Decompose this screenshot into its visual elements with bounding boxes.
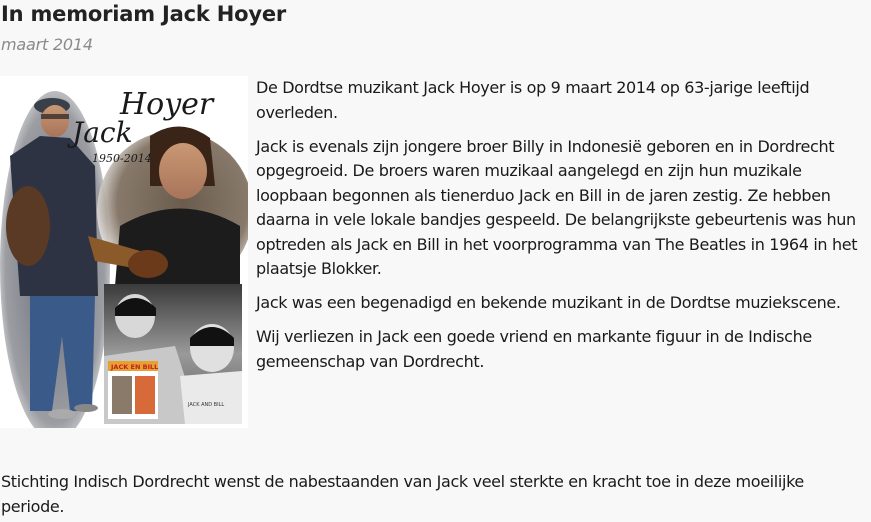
memorial-photo-collage — [0, 76, 248, 428]
paragraph-2: Jack is evenals zijn jongere broer Billy in Indonesië geboren en in Dordrecht opgegroeid. De broers waren muzikaal aangelegd en zijn hun muzikale loopbaan begonnen als tienerduo Jack en Bill in de jaren zestig. Ze hebben daarna in vele lokale bandjes gespeeld. De belangrijkste gebeurtenis was hun optreden als Jack en Bill in het voorprogramma van The Beatles in 1964 in het plaatsje Blokker. — [256, 136, 858, 278]
jack-and-bill-record-photo — [104, 284, 242, 424]
paragraph-4: Wij verliezen in Jack een goede vriend en markante figuur in de Indische gemeenschap van Dordrecht. — [256, 327, 812, 371]
record-caption: JACK AND BILL — [188, 402, 225, 408]
closing-paragraph: Stichting Indisch Dordrecht wenst de nabestaanden van Jack veel sterkte en kracht toe in deze moeilijke periode. — [1, 472, 804, 516]
publish-date: maart 2014 — [1, 35, 93, 54]
photo-name-first: Jack — [72, 116, 133, 149]
article-body — [256, 76, 868, 384]
photo-name-surname: Hoyer — [120, 87, 214, 122]
record-title: JACK EN BILL — [111, 363, 159, 371]
page-title: In memoriam Jack Hoyer — [1, 2, 287, 26]
paragraph-1: De Dordtse muzikant Jack Hoyer is op 9 maart 2014 op 63-jarige leeftijd overleden. — [256, 78, 810, 122]
paragraph-3: Jack was een begenadigd en bekende muzikant in de Dordtse muziekscene. — [256, 293, 841, 312]
photo-years: 1950-2014 — [92, 152, 152, 165]
